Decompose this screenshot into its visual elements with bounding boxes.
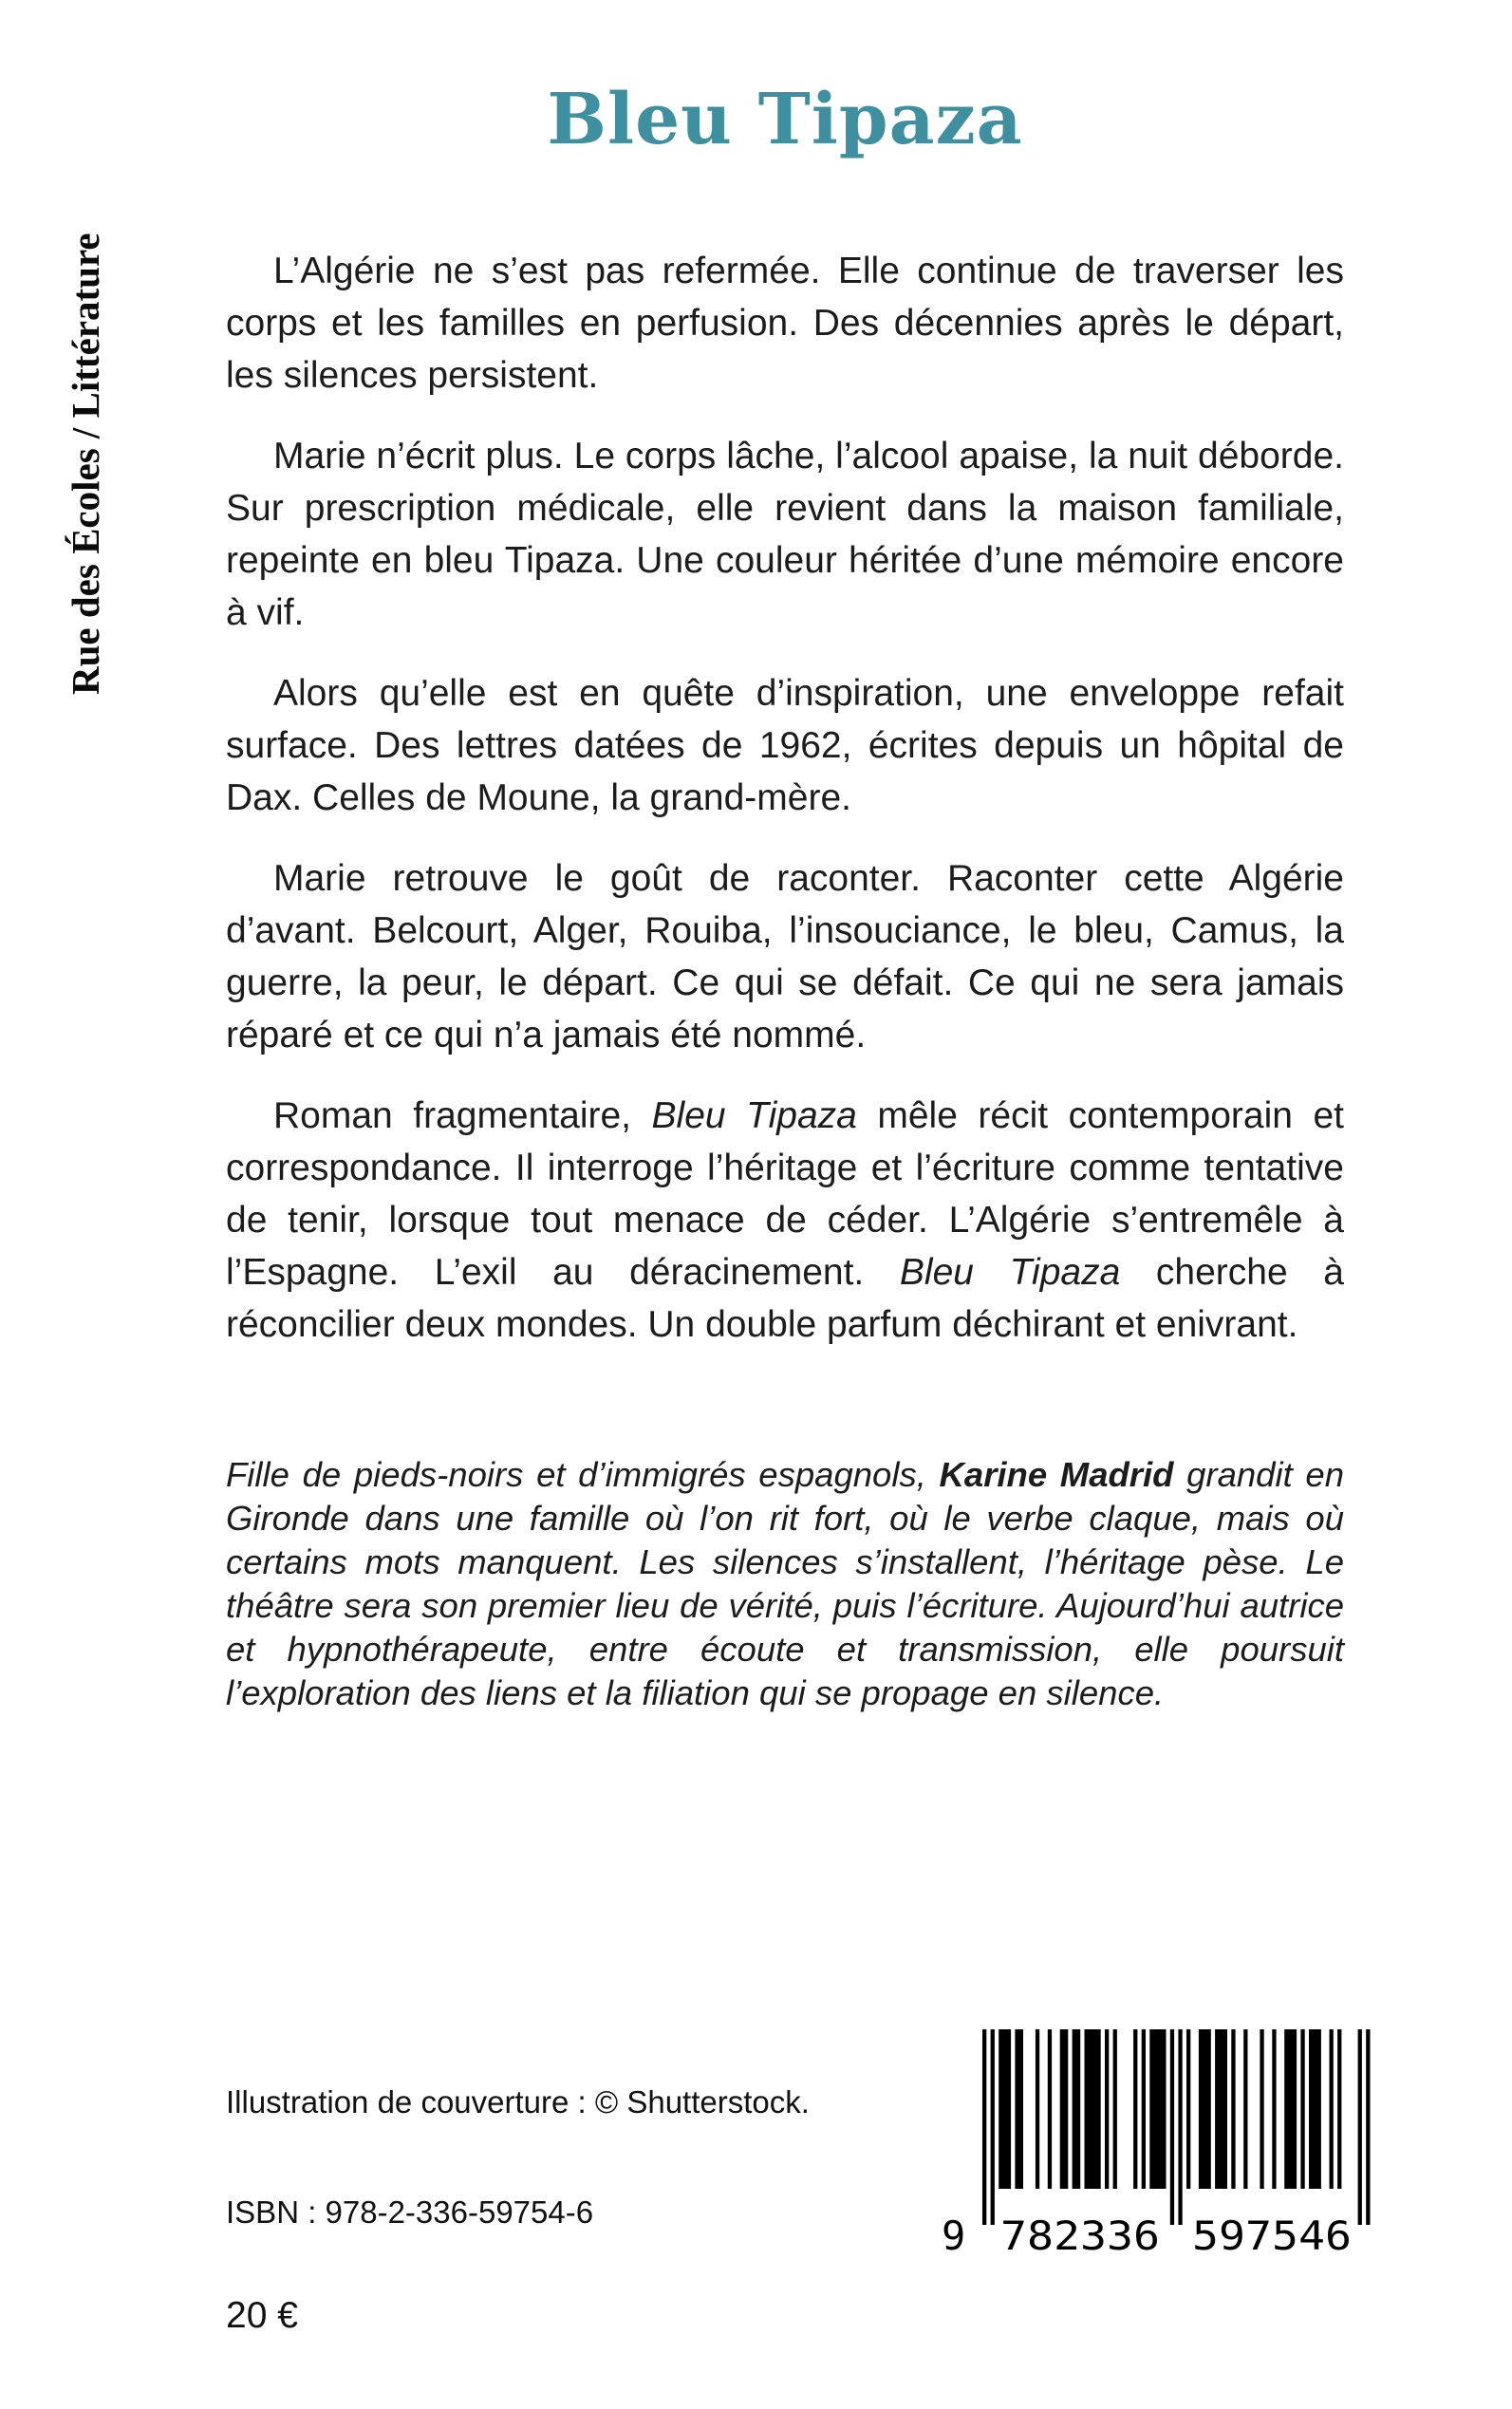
text-run: Karine Madrid [939,1454,1174,1494]
text-run: mêle récit contemporain et correspondance. Il interroge l’héritage et l’écriture comme tentative de tenir, lorsque tout menace de céder. L’Algérie s’entremêle à l’Espagne. L’exil au déracinement. [226,1094,1344,1293]
text-run: Marie retrouve le goût de raconter. Raconter cette Algérie d’avant. Belcourt, Alger, Rouiba, l’insouciance, le bleu, Camus, la guerre, la peur, le départ. Ce qui se défait. Ce qui ne sera jamais réparé et ce qui n’a jamais été nommé. [226,857,1344,1055]
collection-spine-label: Rue des Écoles / Littérature [64,233,107,695]
text-run: Roman fragmentaire, [273,1094,652,1136]
content-column [226,79,1345,1715]
author-bio [226,1453,1344,1715]
book-title: Bleu Tipaza [547,79,1023,160]
paragraph [226,852,1344,1061]
text-run: Bleu Tipaza [899,1251,1121,1293]
text-run: Alors qu’elle est en quête d’inspiration, une enveloppe refait surface. Des lettres datées de 1962, écrites depuis un hôpital de Dax. Celles de Moune, la grand-mère. [226,672,1344,818]
paragraph [226,1453,1344,1715]
illustration-credit: Illustration de couverture : © Shutterstock. [226,2084,810,2120]
text-run: Fille de pieds-noirs et d’immigrés espagnols, [226,1454,940,1494]
text-run: L’Algérie ne s’est pas refermée. Elle continue de traverser les corps et les familles en perfusion. Des décennies après le départ, les silences persistent. [226,250,1344,396]
isbn: ISBN : 978-2-336-59754-6 [226,2194,594,2230]
paragraph [226,667,1344,824]
text-run: grandit en Gironde dans une famille où l’on rit fort, où le verbe claque, mais où certains mots manquent. Les silences s’installent, l’héritage pèse. Le théâtre sera son premier lieu de vérité, puis l’écriture. Aujourd’hui autrice et hypnothérapeute, entre écoute et transmission, elle poursuit l’exploration des liens et la filiation qui se propage en silence. [226,1454,1345,1712]
svg-text:782336: 782336 [1000,2213,1160,2257]
price: 20 € [226,2295,298,2336]
svg-text:9: 9 [942,2213,966,2257]
barcode [930,2029,1386,2257]
synopsis [226,245,1344,1351]
paragraph [226,1090,1344,1351]
text-run: Marie n’écrit plus. Le corps lâche, l’alcool apaise, la nuit déborde. Sur prescription médicale, elle revient dans la maison familiale, repeinte en bleu Tipaza. Une couleur héritée d’une mémoire encore à vif. [226,435,1344,633]
svg-text:597546: 597546 [1192,2213,1352,2257]
paragraph [226,245,1344,402]
text-run: Bleu Tipaza [651,1094,857,1136]
paragraph [226,430,1344,639]
text-run: cherche à réconcilier deux mondes. Un double parfum déchirant et enivrant. [226,1251,1344,1345]
